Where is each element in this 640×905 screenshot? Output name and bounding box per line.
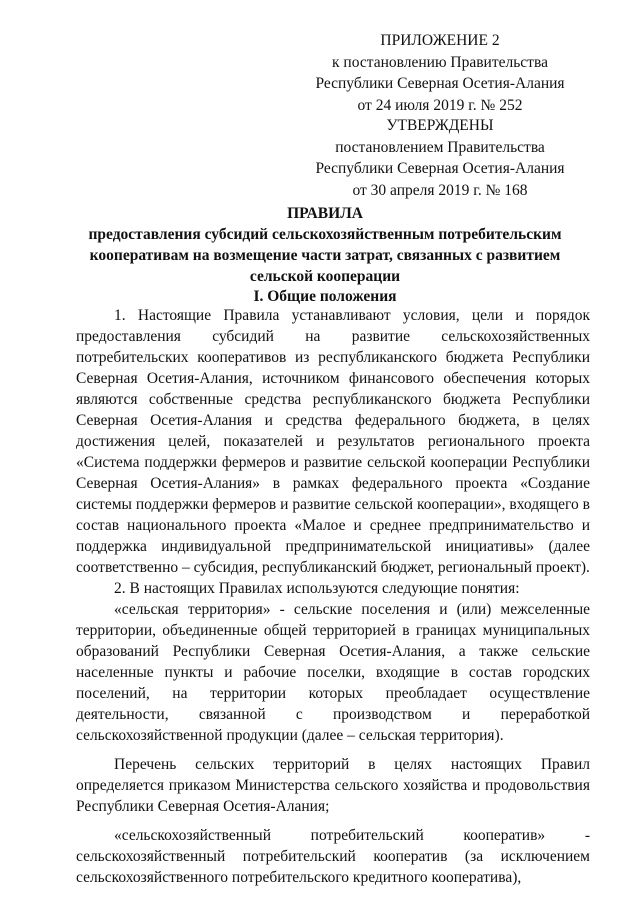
- appendix-header: [300, 30, 580, 116]
- appendix-line-1: к постановлению Правительства: [332, 53, 548, 71]
- approval-line-3: от 30 апреля 2019 г. № 168: [352, 181, 528, 199]
- paragraph: 2. В настоящих Правилах используются следующие понятия:: [114, 580, 520, 597]
- appendix-title: ПРИЛОЖЕНИЕ 2: [380, 32, 500, 49]
- approval-line-1: постановлением Правительства: [335, 138, 545, 156]
- section-heading: I. Общие положения: [253, 288, 397, 305]
- paragraph: «сельскохозяйственный потребительский кооператив» - сельскохозяйственный потребительский кооператив (за исключением сельскохозяйственного потребительского кредитного кооператива),: [76, 827, 590, 886]
- paragraph: Перечень сельских территорий в целях настоящих Правил определяется приказом Министерства сельского хозяйства и продовольствия Республики Северная Осетия-Алания;: [76, 756, 590, 815]
- document-subtitle: предоставления субсидий сельскохозяйственным потребительским кооперативам на возмещение части затрат, связанных с развитием сельской кооперации: [88, 226, 562, 285]
- document-title-block: [60, 203, 590, 287]
- appendix-line-3: от 24 июля 2019 г. № 252: [357, 96, 523, 114]
- approval-header: [300, 115, 580, 201]
- document-body: [76, 305, 590, 888]
- approval-title: УТВЕРЖДЕНЫ: [386, 117, 494, 134]
- document-title: ПРАВИЛА: [287, 205, 363, 222]
- approval-line-2: Республики Северная Осетия-Алания: [315, 160, 565, 177]
- paragraph: «сельская территория» - сельские поселения и (или) межселенные территории, объединенные общей территорией в границах муниципальных образований Республики Северная Осетия-Алания, а также сельские населенные пункты и рабочие поселки, входящие в состав городских поселений, на территории которых преобладает осуществление деятельности, связанной с производством и переработкой сельскохозяйственной продукции (далее – сельская территория).: [76, 601, 590, 744]
- paragraph: 1. Настоящие Правила устанавливают условия, цели и порядок предоставления субсидий на развитие сельскохозяйственных потребительских кооперативов из республиканского бюджета Республики Северная Осетия-Алания, источником финансового обеспечения которых являются собственные средства республиканского бюджета Республики Северная Осетия-Алания и средства федерального бюджета, в целях достижения целей, показателей и результатов регионального проекта «Система поддержки фермеров и развитие сельской кооперации Республики Северная Осетия-Алания» в рамках федерального проекта «Создание системы поддержки фермеров и развитие сельской кооперации», входящего в состав национального проекта «Малое и среднее предпринимательство и поддержка индивидуальной предпринимательской инициативы» (далее соответственно – субсидия, республиканский бюджет, региональный проект).: [76, 307, 590, 576]
- appendix-line-2: Республики Северная Осетия-Алания: [315, 75, 565, 92]
